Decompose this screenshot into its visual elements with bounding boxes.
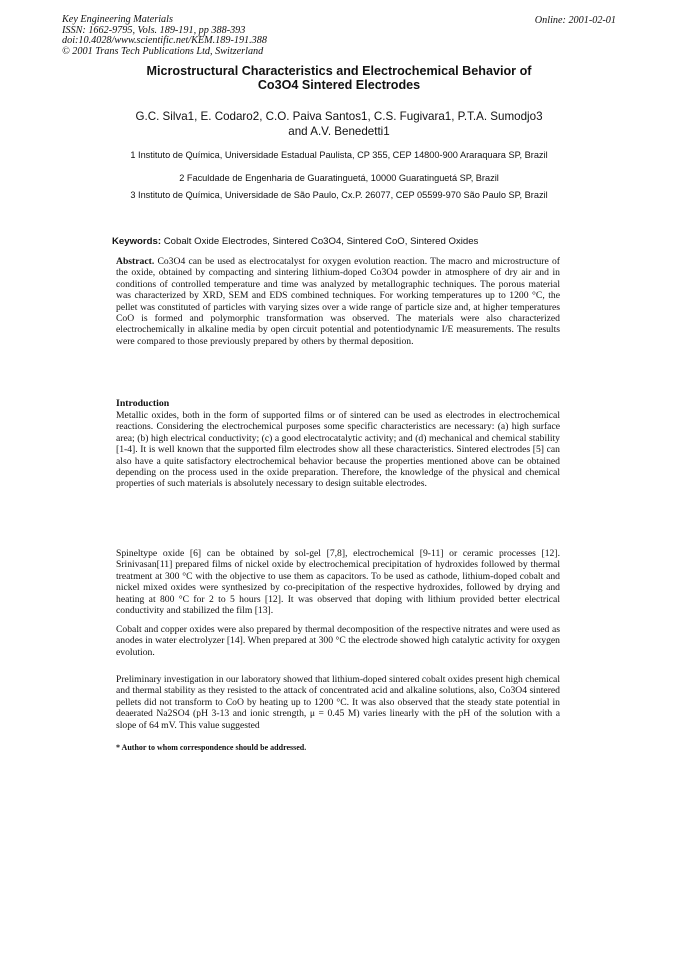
paragraph-1: Metallic oxides, both in the form of supported films or of sintered can be used as electrodes in electrochemical reactions. Considering the electrochemical purposes some specific characteristics are necessary: (a) high surface area; (b) high electrical conductivity; (c) a good electrocatalytic activity; and (d) mechanical and chemical stability [1-4]. It is well known that the supported film electrodes show all these characteristics. Sintered electrodes [5] can also have a quite satisfactory electrochemical behavior because the properties mentioned above can be obtained depending on the process used in the oxide preparation. Therefore, the knowledge of the physical and chemical properties of such materials is absolutely necessary to design suitable electrodes. <box>116 410 560 490</box>
paper-title <box>60 64 618 92</box>
footnote: * Author to whom correspondence should be addressed. <box>116 743 307 752</box>
affiliation-3: 3 Instituto de Química, Universidade de São Paulo, Cx.P. 26077, CEP 05599-970 São Paulo SP, Brazil <box>130 190 548 200</box>
journal-name: Key Engineering Materials <box>62 14 173 25</box>
abstract-label: Abstract. <box>116 256 155 267</box>
author-list <box>90 109 588 139</box>
paragraph-3: Cobalt and copper oxides were also prepared by thermal decomposition of the respective nitrates and were used as anodes in water electrolyzer [14]. When prepared at 300 °C the electrode showed high catalytic activity for oxygen evolution. <box>116 624 560 658</box>
affiliation-2: 2 Faculdade de Engenharia de Guaratinguetá, 10000 Guaratinguetá SP, Brazil <box>179 173 499 183</box>
copyright-line: © 2001 Trans Tech Publications Ltd, Switzerland <box>62 45 264 57</box>
paragraph-2: Spineltype oxide [6] can be obtained by sol-gel [7,8], electrochemical [9-11] or ceramic processes [12]. Srinivasan[11] prepared films of nickel oxide by electrochemical precipitation of hydroxides followed by thermal treatment at 300 °C with the objective to use them as capacitors. To be used as cathode, lithium-doped cobalt and nickel mixed oxides were synthesized by co-precipitation of the respective hydroxides, followed by drying and heating at 800 °C for 2 to 5 hours [12]. It was observed that doping with lithium provided better electrical conductivity and stabilized the film [13]. <box>116 548 560 617</box>
introduction-heading: Introduction <box>116 398 170 409</box>
journal-header <box>62 15 267 57</box>
doi-line: doi:10.4028/www.scientific.net/KEM.189-191.388 <box>62 35 267 47</box>
affiliation-1: 1 Instituto de Química, Universidade Estadual Paulista, CP 355, CEP 14800-900 Araraquara SP, Brazil <box>130 150 548 160</box>
title-line-1: Microstructural Characteristics and Electrochemical Behavior of <box>146 64 532 78</box>
authors-line-2: and A.V. Benedetti1 <box>288 125 390 138</box>
online-date: Online: 2001-02-01 <box>534 15 616 26</box>
paragraph-4: Preliminary investigation in our laboratory showed that lithium-doped sintered cobalt oxides present high chemical and thermal stability as they resisted to the attack of concentrated acid and alkaline solutions, also, Co3O4 sintered pellets did not transform to CoO by heating up to 1200 °C. It was also observed that the steady state potential in deaerated Na2SO4 (pH 3-13 and ionic strength, μ = 0.45 M) varies linearly with the pH of the solution with a slope of 64 mV. This value suggested <box>116 674 560 731</box>
keywords-label: Keywords: <box>112 236 162 247</box>
abstract <box>116 256 560 347</box>
title-line-2: Co3O4 Sintered Electrodes <box>257 78 421 92</box>
authors-line-1: G.C. Silva1, E. Codaro2, C.O. Paiva Santos1, C.S. Fugivara1, P.T.A. Sumodjo3 <box>135 110 543 123</box>
abstract-text: Co3O4 can be used as electrocatalyst for oxygen evolution reaction. The macro and microstructure of the oxide, obtained by compacting and sintering lithium-doped Co3O4 powder in atmosphere of dry air and in conditions of controlled temperature and time was analyzed by metallographic techniques. The porous material was characterized by XRD, SEM and EDS combined techniques. For working temperatures up to 1200 °C, the pellet was constituted of particles with varying sizes over a wide range of particle size and, at higher temperatures CoO is formed and polymorphic transformation was observed. The materials were also characterized electrochemically in alkaline media by open circuit potential and potentiodynamic I/E measurements. The results were compared to those previously prepared by others by thermal deposition. <box>116 256 561 347</box>
keywords-text: Cobalt Oxide Electrodes, Sintered Co3O4, Sintered CoO, Sintered Oxides <box>163 236 479 247</box>
issn-line: ISSN: 1662-9795, Vols. 189-191, pp 388-393 <box>62 24 246 36</box>
keywords <box>112 236 572 248</box>
